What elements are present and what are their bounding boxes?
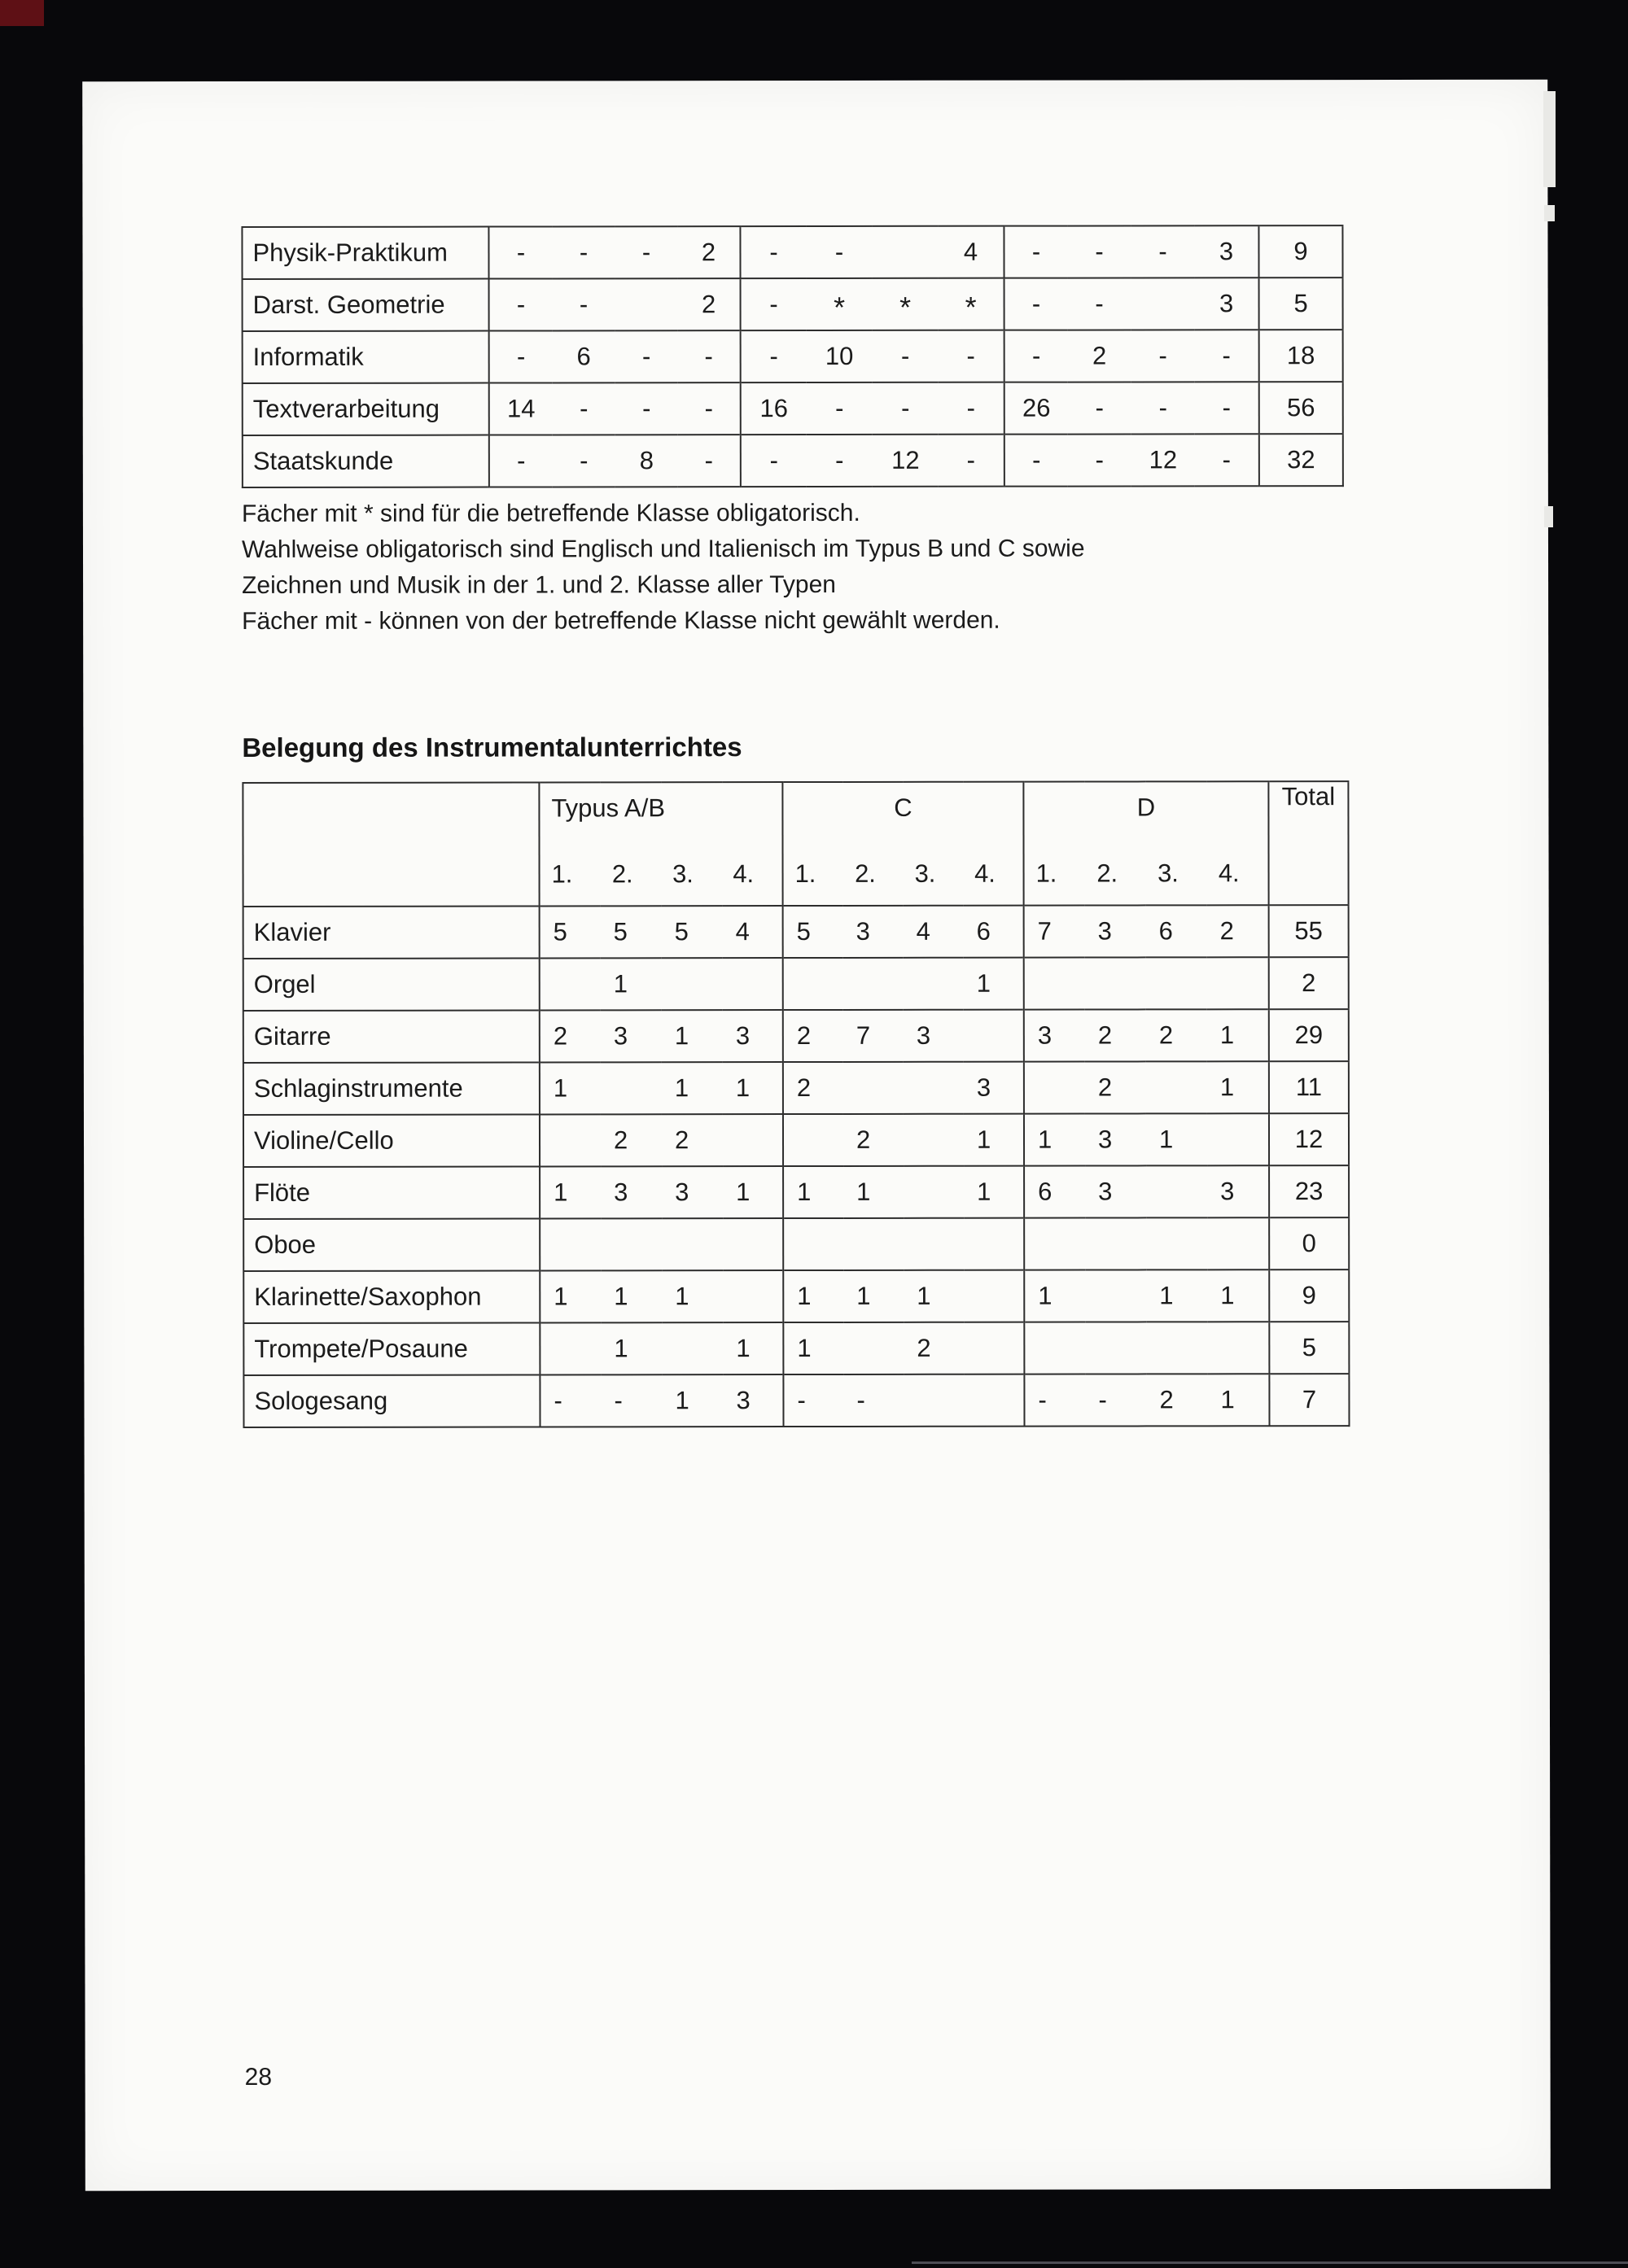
value-cell: 5 xyxy=(783,906,843,958)
header-group-d xyxy=(1023,781,1268,905)
value-cell xyxy=(662,958,723,1010)
class-header: 3. xyxy=(1158,859,1179,888)
value-cell xyxy=(723,958,783,1010)
value-cell: - xyxy=(615,226,677,278)
value-cell: 2 xyxy=(1068,330,1131,382)
value-cell: 3 xyxy=(1085,1113,1146,1165)
page-edge-artifact xyxy=(1544,205,1555,221)
value-cell: 3 xyxy=(1194,225,1258,277)
class-header: 3. xyxy=(672,859,694,889)
row-label: Trompete/Posaune xyxy=(243,1322,540,1375)
value-cell xyxy=(904,1062,964,1114)
value-cell: 4 xyxy=(938,226,1004,278)
value-cell: 8 xyxy=(615,435,678,487)
value-cell xyxy=(843,1218,904,1270)
row-label: Oboe xyxy=(243,1218,540,1271)
value-cell: - xyxy=(1067,225,1131,277)
table-row xyxy=(243,1009,1349,1063)
total-cell: 32 xyxy=(1259,434,1343,486)
value-cell xyxy=(1024,958,1085,1010)
table-row xyxy=(243,1374,1349,1427)
value-cell: - xyxy=(1131,330,1195,382)
value-cell: - xyxy=(552,226,615,278)
scan-artifact-line xyxy=(912,2261,1628,2264)
value-cell: 1 xyxy=(540,1062,601,1114)
value-cell xyxy=(1146,1061,1207,1113)
subjects-table-body xyxy=(242,225,1342,487)
table-row xyxy=(243,1165,1349,1219)
value-cell: - xyxy=(1068,277,1131,330)
value-cell: 2 xyxy=(1146,1374,1207,1426)
instruments-table-body xyxy=(243,905,1350,1427)
total-cell: 5 xyxy=(1259,277,1343,330)
value-cell: - xyxy=(740,226,806,278)
value-cell: - xyxy=(939,382,1004,435)
total-cell: 9 xyxy=(1269,1269,1349,1322)
value-cell: 6 xyxy=(1024,1166,1085,1218)
value-cell: 1 xyxy=(964,1114,1024,1166)
total-cell: 7 xyxy=(1269,1374,1349,1426)
value-cell: 1 xyxy=(662,1374,723,1427)
value-cell: 2 xyxy=(678,278,741,330)
value-cell: * xyxy=(939,278,1004,330)
value-cell: 3 xyxy=(904,1010,964,1062)
value-cell: - xyxy=(741,330,807,382)
value-cell: - xyxy=(1195,434,1259,486)
row-label: Schlaginstrumente xyxy=(243,1062,540,1115)
value-cell xyxy=(1146,1322,1207,1374)
value-cell xyxy=(964,1010,1024,1062)
value-cell: 1 xyxy=(723,1062,783,1114)
table-row xyxy=(243,1061,1349,1115)
value-cell: - xyxy=(678,382,741,435)
value-cell xyxy=(1207,1322,1269,1374)
instruments-table xyxy=(242,780,1350,1428)
class-header: 3. xyxy=(914,859,936,888)
value-cell xyxy=(964,1218,1024,1270)
value-cell: 2 xyxy=(843,1114,904,1166)
value-cell: 3 xyxy=(1085,905,1146,957)
value-cell: - xyxy=(939,435,1004,487)
table-row xyxy=(243,1269,1349,1323)
value-cell: 1 xyxy=(662,1062,723,1114)
value-cell xyxy=(662,1218,723,1270)
class-header: 4. xyxy=(1218,859,1240,888)
value-cell xyxy=(1085,957,1146,1009)
value-cell xyxy=(1207,957,1269,1009)
group-label: Typus A/B xyxy=(551,793,666,823)
value-cell: 1 xyxy=(601,958,662,1010)
table-row xyxy=(243,905,1349,959)
value-cell xyxy=(540,1114,601,1166)
class-header: 4. xyxy=(974,859,996,888)
total-cell: 2 xyxy=(1269,957,1349,1009)
value-cell xyxy=(1207,1217,1269,1269)
value-cell xyxy=(723,1270,783,1322)
note-line: Fächer mit * sind für die betreffende Klasse obligatorisch. xyxy=(241,499,860,527)
value-cell: 1 xyxy=(1146,1113,1207,1165)
value-cell xyxy=(540,1218,601,1270)
table-row xyxy=(243,330,1343,383)
page-edge-artifact xyxy=(1544,506,1553,527)
value-cell: - xyxy=(843,1374,904,1427)
value-cell: 1 xyxy=(1207,1269,1269,1322)
value-cell: - xyxy=(807,435,873,487)
value-cell: - xyxy=(1085,1374,1146,1426)
value-cell: * xyxy=(807,278,873,330)
value-cell: - xyxy=(488,226,552,278)
value-cell: - xyxy=(873,330,939,382)
row-label: Textverarbeitung xyxy=(243,383,489,435)
value-cell: - xyxy=(806,226,872,278)
value-cell: - xyxy=(1195,382,1259,434)
table-row xyxy=(243,1322,1349,1375)
class-header: 1. xyxy=(794,859,816,889)
header-group-typus-ab xyxy=(539,782,782,906)
table-row xyxy=(243,957,1349,1011)
value-cell xyxy=(1085,1217,1146,1269)
row-label: Orgel xyxy=(243,958,540,1011)
value-cell: - xyxy=(678,435,741,487)
total-cell: 12 xyxy=(1269,1113,1349,1165)
value-cell: - xyxy=(873,382,939,435)
value-cell xyxy=(904,1374,964,1427)
value-cell: 6 xyxy=(553,330,615,382)
value-cell: 3 xyxy=(964,1062,1024,1114)
value-cell: 14 xyxy=(489,382,553,435)
note-line: Zeichnen und Musik in der 1. und 2. Klasse aller Typen xyxy=(242,570,836,599)
value-cell: 2 xyxy=(540,1010,601,1062)
value-cell: 1 xyxy=(1146,1269,1207,1322)
total-cell: 55 xyxy=(1269,905,1349,957)
value-cell: 1 xyxy=(723,1322,783,1374)
value-cell: 3 xyxy=(1207,1165,1269,1217)
value-cell xyxy=(723,1114,783,1166)
value-cell: 4 xyxy=(904,906,964,958)
value-cell: - xyxy=(741,435,807,487)
value-cell: 5 xyxy=(601,906,662,958)
value-cell: 2 xyxy=(783,1010,843,1062)
value-cell: 1 xyxy=(601,1270,662,1322)
value-cell: 1 xyxy=(601,1322,662,1374)
value-cell: 1 xyxy=(783,1270,843,1322)
page-edge-artifact xyxy=(1543,91,1556,187)
table-row xyxy=(242,225,1342,279)
note-line: Fächer mit - können von der betreffende Klasse nicht gewählt werden. xyxy=(242,606,1000,635)
value-cell: 2 xyxy=(1085,1061,1146,1113)
value-cell: 1 xyxy=(1024,1270,1085,1322)
class-header: 2. xyxy=(1096,859,1118,888)
value-cell: 2 xyxy=(904,1322,964,1374)
total-cell: 0 xyxy=(1269,1217,1349,1269)
value-cell xyxy=(964,1374,1024,1427)
value-cell xyxy=(1085,1269,1146,1322)
value-cell: 2 xyxy=(601,1114,662,1166)
class-header: 1. xyxy=(1035,859,1057,888)
value-cell: 2 xyxy=(783,1062,843,1114)
value-cell: 1 xyxy=(662,1010,723,1062)
page-number: 28 xyxy=(244,2063,273,2091)
value-cell: 26 xyxy=(1004,382,1068,435)
value-cell: 2 xyxy=(662,1114,723,1166)
value-cell xyxy=(662,1322,723,1374)
total-cell: 18 xyxy=(1259,330,1343,382)
group-label: C xyxy=(894,793,912,822)
value-cell: - xyxy=(553,278,615,330)
value-cell: - xyxy=(1004,226,1067,278)
value-cell xyxy=(872,226,938,278)
row-label: Flöte xyxy=(243,1166,540,1219)
value-cell: - xyxy=(1068,382,1131,434)
value-cell: - xyxy=(1131,225,1194,277)
value-cell xyxy=(783,958,843,1010)
value-cell: 1 xyxy=(662,1270,723,1322)
value-cell: 1 xyxy=(1024,1114,1085,1166)
note-line: Wahlweise obligatorisch sind Englisch und Italienisch im Typus B und C sowie xyxy=(241,535,1085,563)
row-label: Informatik xyxy=(243,331,489,383)
value-cell xyxy=(843,958,904,1010)
value-cell: - xyxy=(807,382,873,435)
value-cell: 2 xyxy=(677,226,740,278)
value-cell xyxy=(843,1322,904,1374)
value-cell xyxy=(1146,957,1207,1009)
value-cell xyxy=(1131,277,1195,330)
value-cell: 3 xyxy=(1195,277,1259,330)
value-cell xyxy=(843,1062,904,1114)
class-number-row xyxy=(1025,859,1268,888)
value-cell: 5 xyxy=(662,906,723,958)
table-row xyxy=(243,382,1343,435)
class-number-row xyxy=(540,859,782,889)
value-cell: - xyxy=(741,278,807,330)
value-cell: 3 xyxy=(662,1166,723,1218)
table-notes xyxy=(242,496,1085,640)
value-cell: 1 xyxy=(723,1166,783,1218)
value-cell: - xyxy=(1024,1374,1085,1427)
value-cell: 12 xyxy=(873,435,939,487)
value-cell xyxy=(904,1166,964,1218)
value-cell xyxy=(1085,1322,1146,1374)
value-cell: - xyxy=(489,330,553,382)
section-heading: Belegung des Instrumentalunterrichtes xyxy=(242,732,742,763)
value-cell xyxy=(540,1322,601,1374)
value-cell: - xyxy=(1004,278,1068,330)
header-group-c xyxy=(782,782,1023,906)
row-label: Gitarre xyxy=(243,1010,540,1063)
value-cell xyxy=(1024,1322,1085,1374)
value-cell: - xyxy=(540,1374,601,1427)
value-cell: 1 xyxy=(964,1166,1024,1218)
value-cell: 3 xyxy=(601,1010,662,1062)
value-cell xyxy=(601,1218,662,1270)
value-cell: - xyxy=(489,278,553,330)
value-cell xyxy=(783,1218,843,1270)
value-cell xyxy=(904,958,964,1010)
value-cell: 1 xyxy=(843,1270,904,1322)
value-cell xyxy=(1024,1218,1085,1270)
value-cell: 1 xyxy=(783,1322,843,1374)
value-cell: 2 xyxy=(1085,1009,1146,1061)
value-cell xyxy=(783,1114,843,1166)
value-cell: - xyxy=(783,1374,843,1427)
value-cell: 3 xyxy=(723,1010,783,1062)
value-cell xyxy=(723,1218,783,1270)
class-number-row xyxy=(784,859,1023,889)
table-row xyxy=(243,277,1343,331)
value-cell: 3 xyxy=(601,1166,662,1218)
total-cell: 29 xyxy=(1269,1009,1349,1061)
row-label: Klarinette/Saxophon xyxy=(243,1270,540,1323)
value-cell: 1 xyxy=(904,1270,964,1322)
value-cell: - xyxy=(1004,330,1068,382)
row-label: Klavier xyxy=(243,906,540,959)
value-cell xyxy=(1146,1217,1207,1269)
value-cell: 1 xyxy=(1207,1374,1269,1426)
value-cell: 1 xyxy=(540,1270,601,1322)
row-label: Physik-Praktikum xyxy=(242,227,488,279)
row-label: Darst. Geometrie xyxy=(243,279,489,331)
value-cell xyxy=(1024,1062,1085,1114)
row-label: Sologesang xyxy=(243,1374,540,1427)
value-cell: - xyxy=(1004,435,1068,487)
total-cell: 5 xyxy=(1269,1322,1349,1374)
row-label: Staatskunde xyxy=(243,435,489,487)
value-cell xyxy=(601,1062,662,1114)
value-cell: 6 xyxy=(1146,905,1207,957)
total-cell: 23 xyxy=(1269,1165,1349,1217)
row-label: Violine/Cello xyxy=(243,1114,540,1167)
value-cell: 2 xyxy=(1146,1009,1207,1061)
document-page xyxy=(82,80,1551,2192)
value-cell: - xyxy=(489,435,553,487)
class-header: 2. xyxy=(855,859,876,888)
value-cell: - xyxy=(601,1374,662,1427)
value-cell xyxy=(540,958,601,1010)
value-cell: 3 xyxy=(723,1374,783,1427)
value-cell: 6 xyxy=(964,906,1024,958)
value-cell: - xyxy=(553,382,615,435)
table-row xyxy=(243,1113,1349,1167)
subjects-table xyxy=(241,225,1343,488)
value-cell: - xyxy=(553,435,615,487)
value-cell: 1 xyxy=(843,1166,904,1218)
scan-artifact-red xyxy=(0,0,44,26)
value-cell xyxy=(904,1218,964,1270)
value-cell: - xyxy=(1195,330,1259,382)
total-cell: 11 xyxy=(1269,1061,1349,1113)
value-cell: 3 xyxy=(1024,1010,1085,1062)
total-cell: 9 xyxy=(1258,225,1342,277)
value-cell xyxy=(615,278,678,330)
value-cell: 2 xyxy=(1207,905,1269,957)
value-cell: - xyxy=(1131,382,1195,434)
value-cell: 4 xyxy=(723,906,783,958)
value-cell: 1 xyxy=(1207,1061,1269,1113)
value-cell xyxy=(1207,1113,1269,1165)
group-label: D xyxy=(1136,793,1156,822)
value-cell: 1 xyxy=(1207,1009,1269,1061)
total-cell: 56 xyxy=(1259,382,1343,434)
value-cell xyxy=(904,1114,964,1166)
class-header: 4. xyxy=(733,859,755,889)
value-cell: - xyxy=(615,330,678,382)
value-cell xyxy=(964,1270,1024,1322)
value-cell: 1 xyxy=(783,1166,843,1218)
value-cell: - xyxy=(1068,434,1131,486)
value-cell xyxy=(1146,1165,1207,1217)
header-empty-cell xyxy=(243,782,539,907)
value-cell: - xyxy=(678,330,741,382)
value-cell: - xyxy=(615,382,678,435)
value-cell: 3 xyxy=(1085,1165,1146,1217)
value-cell: 3 xyxy=(843,906,904,958)
class-header: 1. xyxy=(551,859,573,889)
header-total: Total xyxy=(1268,781,1348,905)
header-row xyxy=(243,781,1348,907)
value-cell xyxy=(964,1322,1024,1374)
value-cell: 5 xyxy=(540,906,601,958)
value-cell: 12 xyxy=(1131,434,1195,486)
value-cell: - xyxy=(939,330,1004,382)
value-cell: * xyxy=(873,278,939,330)
class-header: 2. xyxy=(611,859,633,889)
value-cell: 1 xyxy=(540,1166,601,1218)
value-cell: 1 xyxy=(964,958,1024,1010)
value-cell: 10 xyxy=(807,330,873,382)
value-cell: 16 xyxy=(741,382,807,435)
table-row xyxy=(243,434,1343,487)
value-cell: 7 xyxy=(1024,906,1085,958)
value-cell: 7 xyxy=(843,1010,904,1062)
table-row xyxy=(243,1217,1349,1271)
